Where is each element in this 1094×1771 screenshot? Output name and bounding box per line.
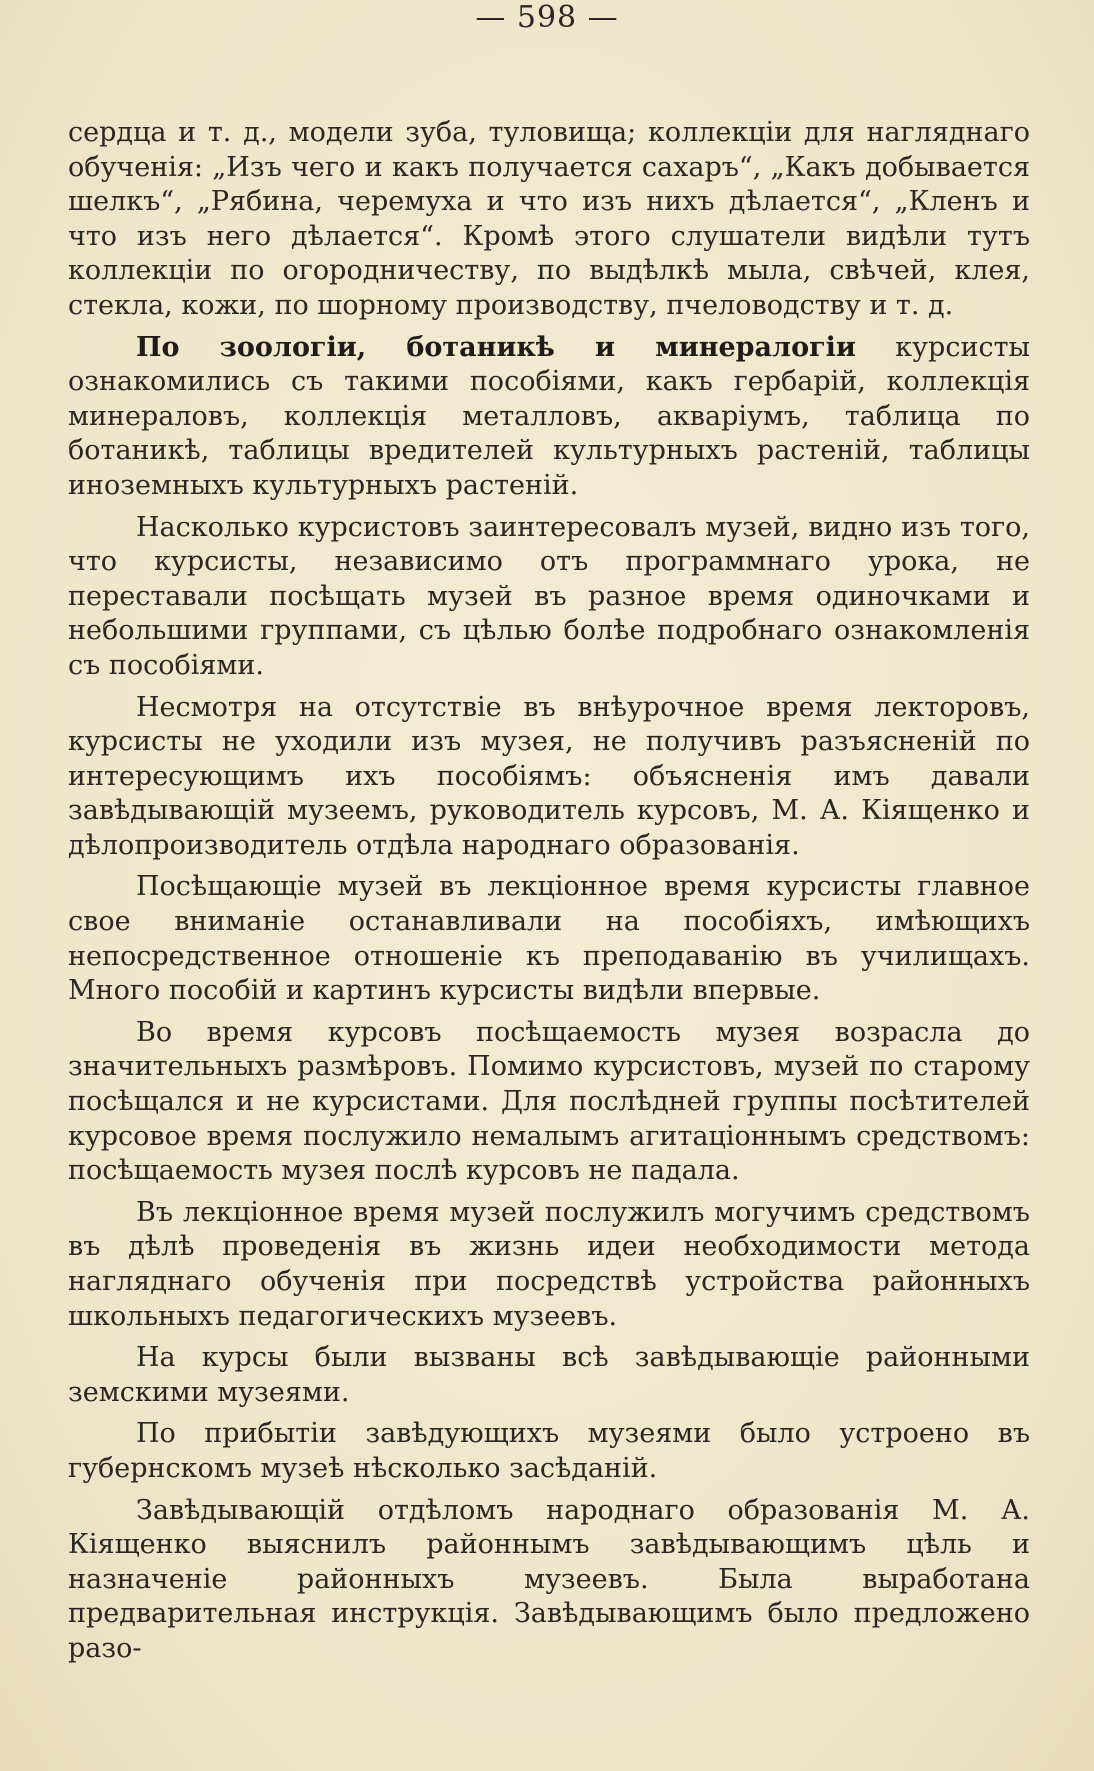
paragraph-9: По прибытіи завѣдующихъ музеями было устроено въ губернскомъ музеѣ нѣсколько засѣданій.: [68, 1418, 1030, 1484]
paragraph-2: [68, 331, 1030, 504]
paragraph-6: Во время курсовъ посѣщаемость музея возрасла до значительныхъ размѣровъ. Помимо курсистовъ, музей по старому посѣщался и не курсистами. Для послѣдней группы посѣтителей курсовое время послужило немалымъ агитаціоннымъ средствомъ: посѣщаемость музея послѣ курсовъ не падала.: [68, 1016, 1030, 1187]
section-heading-inline: По зоологіи, ботаникѣ и минералогіи: [136, 331, 856, 363]
body-text: [68, 116, 1030, 1674]
page-number: — 598 —: [475, 0, 619, 35]
paragraph-5: Посѣщающіе музей въ лекціонное время курсисты главное свое вниманіе останавливали на пособіяхъ, имѣющихъ непосредственное отношеніе къ преподаванію въ училищахъ. Много пособій и картинъ курсисты видѣли впервые.: [68, 871, 1030, 1007]
paragraph-1: сердца и т. д., модели зуба, туловища; коллекціи для нагляднаго обученія: „Изъ чего и какъ получается сахаръ“, „Какъ добывается шелкъ“, „Рябина, черемуха и что изъ нихъ дѣлается“, „Кленъ и что изъ него дѣлается“. Кромѣ этого слушатели видѣли тутъ коллекціи по огородничеству, по выдѣлкѣ мыла, свѣчей, клея, стекла, кожи, по шорному производству, пчеловодству и т. д.: [68, 117, 1030, 321]
paragraph-8: На курсы были вызваны всѣ завѣдывающіе районными земскими музеями.: [68, 1342, 1030, 1408]
paragraph-2-text: курсисты ознакомились съ такими пособіями, какъ гербарій, коллекція минераловъ, коллекція металловъ, акваріумъ, таблица по ботаникѣ, таблицы вредителей культурныхъ растеній, таблицы иноземныхъ культурныхъ растеній.: [68, 331, 1031, 501]
paragraph-7: Въ лекціонное время музей послужилъ могучимъ средствомъ въ дѣлѣ проведенія въ жизнь идеи необходимости метода нагляднаго обученія при посредствѣ устройства районныхъ школьныхъ педагогическихъ музеевъ.: [68, 1196, 1030, 1332]
paragraph-3: Насколько курсистовъ заинтересовалъ музей, видно изъ того, что курсисты, независимо отъ программнаго урока, не переставали посѣщать музей въ разное время одиночками и небольшими группами, съ цѣлью болѣе подробнаго ознакомленія съ пособіями.: [68, 511, 1030, 681]
paragraph-10: Завѣдывающій отдѣломъ народнаго образованія М. А. Кіященко выяснилъ районнымъ завѣдывающимъ цѣль и назначеніе районныхъ музеевъ. Была выработана предварительная инструкція. Завѣдывающимъ было предложено разо-: [68, 1494, 1030, 1664]
paragraph-4: Несмотря на отсутствіе въ внѣурочное время лекторовъ, курсисты не уходили изъ музея, не получивъ разъясненій по интересующимъ ихъ пособіямъ: объясненія имъ давали завѣдывающій музеемъ, руководитель курсовъ, М. А. Кіященко и дѣлопроизводитель отдѣла народнаго образованія.: [68, 691, 1030, 861]
